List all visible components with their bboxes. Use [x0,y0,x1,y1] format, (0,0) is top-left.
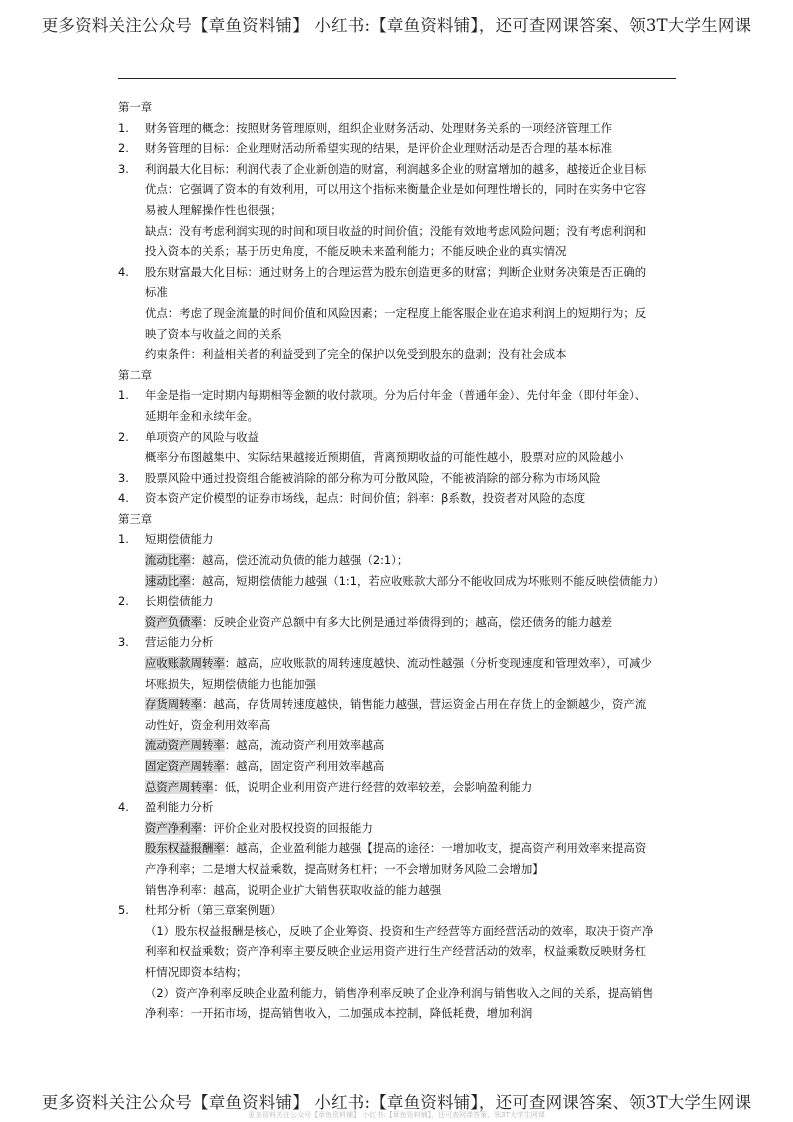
ch3-item-3 [118,632,678,797]
item-text: 利率和权益乘数；资产净利率主要反映企业运用资产进行生产经营活动的效率，权益乘数反映财务杠 [145,944,647,959]
highlighted-term: 流动比率 [145,553,191,568]
watermark-text: 更多资料关注公众号【章鱼资料铺】 小红书:【章鱼资料铺】，还可查网课答案、领3T大学生网课 [248,1111,545,1119]
item-text: 流动资产周转率：越高，流动资产利用效率越高 [145,738,385,753]
ch1-item-1 [118,118,678,139]
item-text: 速动比率：越高，短期偿债能力越强（1:1，若应收账款大部分不能收回成为坏账则不能反映偿债能力） [145,573,665,588]
chapter-2-title: 第二章 [118,367,153,382]
item-text: 净利率：一开拓市场，提高销售收入，二加强成本控制，降低耗费，增加利润 [145,1006,533,1021]
item-text: 易被人理解操作性也很强； [145,202,282,217]
item-text: 延期年金和永续年金。 [145,408,259,423]
item-text: 资产负债率：反映企业资产总额中有多大比例是通过举债得到的；越高，偿还债务的能力越差 [145,614,613,629]
list-number: 1. [118,388,129,403]
item-text: （2）资产净利率反映企业盈利能力，销售净利率反映了企业净利润与销售收入之间的关系，提高销售 [145,985,654,1000]
list-number: 2. [118,141,129,156]
ch3-item-5 [118,900,678,1024]
list-number: 4. [118,264,129,279]
item-text: 固定资产周转率：越高，固定资产利用效率越高 [145,759,385,773]
chapter-3-title: 第三章 [118,511,153,526]
promo-banner-bottom: 更多资料关注公众号【章鱼资料铺】 小红书:【章鱼资料铺】，还可查网课答案、领3T大学生网课 [41,1093,752,1112]
ch3-item-1 [118,529,678,591]
item-text: 映了资本与收益之间的关系 [145,326,282,341]
item-text: 存货周转率：越高，存货周转速度越快，销售能力越强，营运资金占用在存货上的金额越少，资产流 [145,697,647,712]
ch2-item-2 [118,427,678,468]
item-text: 盈利能力分析 [145,800,214,815]
item-text: 长期偿债能力 [145,594,214,609]
item-text: 缺点：没有考虑利润实现的时间和项目收益的时间价值；没能有效地考虑风险问题；没有考虑利润和 [145,223,647,238]
item-text: 产净利率；二是增大权益乘数，提高财务杠杆；一不会增加财务风险二会增加】 [145,861,544,876]
ch3-item-4 [118,797,678,900]
item-text: 坏账损失，短期偿债能力也能加强 [145,676,316,691]
highlighted-term: 速动比率 [145,573,191,588]
item-text: 单项资产的风险与收益 [145,429,259,444]
ch2-item-4 [118,488,678,509]
item-text: 销售净利率：越高，说明企业扩大销售获取收益的能力越强 [145,882,442,897]
ch1-item-2 [118,138,678,159]
item-text: （1）股东权益报酬是核心，反映了企业筹资、投资和生产经营等方面经营活动的效率，取决于资产净 [145,923,654,938]
ch2-item-3 [118,468,678,489]
promo-banner-top: 更多资料关注公众号【章鱼资料铺】 小红书:【章鱼资料铺】，还可查网课答案、领3T大学生网课 [41,16,752,35]
item-text: 总资产周转率：低，说明企业利用资产进行经营的效率较差，会影响盈利能力 [145,779,533,794]
item-text: 杆情况即资本结构； [145,964,248,979]
item-text: 优点：考虑了现金流量的时间价值和风险因素；一定程度上能客服企业在追求利润上的短期行为；反 [145,305,647,320]
list-number: 3. [118,470,129,485]
item-text: 股票风险中通过投资组合能被消除的部分称为可分散风险，不能被消除的部分称为市场风险 [145,470,601,485]
ch1-item-3 [118,159,678,262]
list-number: 2. [118,594,129,609]
document-body [118,97,678,1024]
item-text: 营运能力分析 [145,635,214,650]
highlighted-term: 总资产周转率 [145,779,214,794]
item-text: 投入资本的关系；基于历史角度，不能反映未来盈利能力；不能反映企业的真实情况 [145,244,567,259]
item-text: 利润最大化目标：利润代表了企业新创造的财富，利润越多企业的财富增加的越多，越接近企业目标 [145,161,647,176]
item-text: 财务管理的概念：按照财务管理原则，组织企业财务活动、处理财务关系的一项经济管理工作 [145,120,613,135]
highlighted-term: 应收账款周转率 [145,656,225,671]
highlighted-term: 股东权益报酬率 [145,841,225,856]
highlighted-term: 资产净利率 [145,820,202,835]
highlighted-term: 固定资产周转率 [145,759,225,773]
highlighted-term: 存货周转率 [145,697,202,712]
list-number: 2. [118,429,129,444]
list-number: 4. [118,800,129,815]
highlighted-term: 资产负债率 [145,614,202,629]
highlighted-term: 流动资产周转率 [145,738,225,753]
item-text: 年金是指一定时期内每期相等金额的收付款项。分为后付年金（普通年金）、先付年金（即付年金）、 [145,388,647,403]
item-text: 资产净利率：评价企业对股权投资的回报能力 [145,820,373,835]
item-text: 短期偿债能力 [145,532,214,547]
item-text: 标准 [145,285,168,300]
ch2-item-1 [118,385,678,426]
ch3-item-2 [118,591,678,632]
ch1-item-4 [118,262,678,365]
item-text: 概率分布图越集中、实际结果越接近预期值，背离预期收益的可能性越小，股票对应的风险越小 [145,450,624,465]
item-text: 杜邦分析（第三章案例题） [145,903,282,918]
list-number: 3. [118,161,129,176]
list-number: 5. [118,903,129,918]
item-text: 动性好，资金利用效率高 [145,717,271,732]
item-text: 流动比率：越高，偿还流动负债的能力越强（2:1）； [145,553,409,568]
chapter-1-title: 第一章 [118,100,153,114]
item-text: 股东权益报酬率：越高，企业盈利能力越强【提高的途径：一增加收支，提高资产利用效率来提高资 [145,841,647,856]
item-text: 应收账款周转率：越高，应收账款的周转速度越快、流动性越强（分析变现速度和管理效率），可减少 [145,656,652,671]
list-number: 1. [118,532,129,547]
item-text: 财务管理的目标：企业理财活动所希望实现的结果，是评价企业理财活动是否合理的基本标准 [145,141,613,156]
header-rule [118,78,676,79]
item-text: 约束条件：利益相关者的利益受到了完全的保护以免受到股东的盘剥；没有社会成本 [145,347,567,362]
list-number: 1. [118,120,129,135]
list-number: 4. [118,491,129,506]
item-text: 股东财富最大化目标：通过财务上的合理运营为股东创造更多的财富；判断企业财务决策是否正确的 [145,264,647,279]
item-text: 优点：它强调了资本的有效利用，可以用这个指标来衡量企业是如何理性增长的，同时在实务中它容 [145,182,647,197]
list-number: 3. [118,635,129,650]
item-text: 资本资产定价模型的证券市场线，起点：时间价值；斜率：β系数，投资者对风险的态度 [145,491,586,506]
